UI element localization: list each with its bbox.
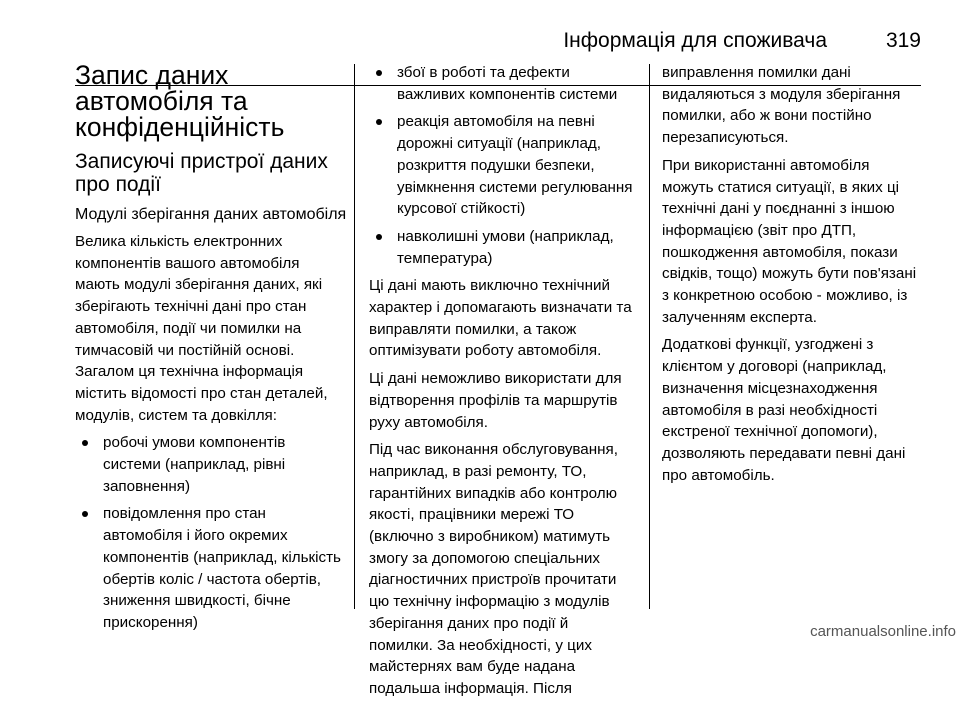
list-item: повідомлення про стан автомобіля і його окремих компонентів (наприклад, кількість обертів коліс / частота обертів, зниження швидкості, бічне прискорення) (75, 503, 347, 633)
page-number: 319 (885, 29, 921, 52)
column-3 (662, 62, 924, 492)
paragraph: Ці дані мають виключно технічний характер і допомагають визначати та виправляти помилки, а також оптимізувати роботу автомобіля. (369, 277, 632, 360)
list-item: збої в роботі та дефекти важливих компонентів системи (369, 62, 634, 105)
paragraph: При використанні автомобіля можуть статися ситуації, в яких ці технічні дані у поєднанні з іншою інформацією (звіт про ДТП, пошкодження автомобіля, покази свідків, тощо) можуть бути пов'язані з конкретною особою - можливо, із залученням експерта. (662, 156, 917, 326)
paragraph: виправлення помилки дані видаляються з модуля зберігання помилки, або ж вони постійно перезаписуються. (662, 64, 901, 147)
list-item: робочі умови компонентів системи (наприклад, рівні заповнення) (75, 432, 347, 497)
list-item: навколишні умови (наприклад, температура) (369, 226, 634, 269)
bullet-list (75, 432, 347, 633)
subsection-heading: Записуючі пристрої даних про події (75, 150, 328, 196)
list-item: реакція автомобіля на певні дорожні ситуації (наприклад, розкриття подушки безпеки, увімкнення системи регулювання курсової стійкості) (369, 111, 634, 220)
subsubsection-heading: Модулі зберігання даних автомобіля (75, 206, 347, 223)
column-divider (354, 64, 355, 609)
section-heading: Запис даних автомобіля та конфіденційність (75, 60, 285, 142)
header-title: Інформація для споживача (563, 29, 827, 52)
paragraph: Під час виконання обслуговування, наприклад, в разі ремонту, ТО, гарантійних випадків або контролю якості, працівники мережі ТО (включно з виробником) матимуть змогу за допомогою спеціальних діагностичних пристроїв прочитати цю технічну інформацію з модулів зберігання даних про події й помилки. За необхідності, у цих майстернях вам буде надана подальша інформація. Після (369, 441, 618, 697)
column-divider (649, 64, 650, 609)
page-header (0, 29, 960, 59)
column-1 (75, 62, 347, 640)
paragraph: Додаткові функції, узгоджені з клієнтом у договорі (наприклад, визначення місцезнаходження автомобіля в разі необхідності екстреної технічної допомоги), дозволяють передавати певні дані про автомобіль. (662, 336, 906, 484)
column-2 (369, 62, 634, 706)
watermark: carmanualsonline.info (810, 623, 956, 640)
paragraph: Велика кількість електронних компонентів вашого автомобіля мають модулі зберігання даних, які зберігають технічні дані про стан автомобіля, події чи помилки на тимчасовій чи постійній основі. Загалом ця технічна інформація містить відомості про стан деталей, модулів, систем та довкілля: (75, 233, 328, 424)
bullet-list (369, 62, 634, 269)
paragraph: Ці дані неможливо використати для відтворення профілів та маршрутів руху автомобіля. (369, 370, 622, 431)
